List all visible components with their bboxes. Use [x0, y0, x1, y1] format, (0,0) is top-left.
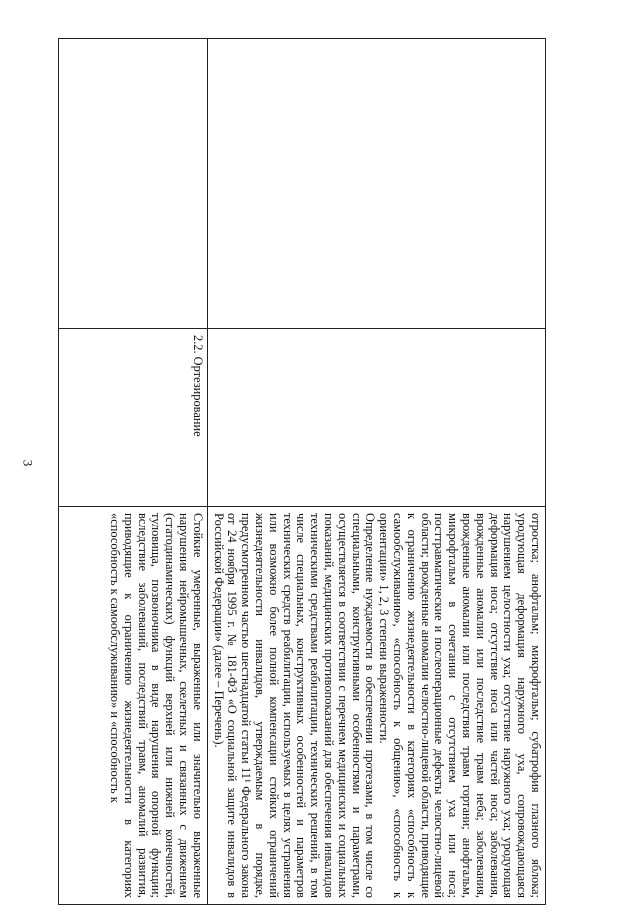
paragraph: Стойкие умеренные, выраженные или значительно выраженные нарушения нейромышечных, скелетных и связанных с движением (статодинамических) функций верхней или нижней конечностей, туловища, позвоночника в виде нарушения опорной функции; вследствие заболеваний, последствий травм, аномалий развития, приводящие к ограничению жизнедеятельности в категориях «способность к самообслуживанию» и «способность к [108, 513, 205, 898]
row-text-cell [59, 507, 208, 905]
rotated-page-content [58, 38, 546, 904]
paragraph: Определение нуждаемости в обеспечении протезами, в том числе со специальными, конструктивными особенностями и параметрами, осуществляется в соответствии с перечнем медицинских и социальных показаний, медицинских противопоказаний для обеспечения инвалидов техническими средствами реабилитации, технических решений, в том числе специальных, конструктивных особенностей и параметров технических средств реабилитации, используемых в целях устранения или возможно более полной компенсации стойких ограничений жизнедеятельности инвалидов, утверждаемым в порядке, предусмотренном частью шестнадцатой статьи 11¹ Федерального закона от 24 ноября 1995 г. № 181-ФЗ «О социальной защите инвалидов в Российской Федерации» (далее – Перечень). [211, 513, 378, 898]
row-text-cell [207, 507, 545, 905]
table-row [207, 39, 545, 905]
empty-cell [207, 39, 545, 329]
empty-cell [59, 39, 208, 329]
row-heading-cell [207, 329, 545, 507]
row-heading-cell [59, 329, 208, 507]
row-heading: 2.2. Ортезирование [190, 335, 205, 437]
table-row [59, 39, 208, 905]
paragraph: отростка; анофтальм; микрофтальм; субатрофия глазного яблока; уродующая деформация наружного уха, сопровождающаяся нарушением целостности уха; отсутствие наружного уха; уродующая деформация носа; отсутствие носа или частей носа; заболевания, врожденные аномалии или последствие травм неба; заболевания, врожденные аномалии или последствия травм гортани; анофтальм, микрофтальм в сочетании с отсутствием уха или носа; посттравматические и послеоперационные дефекты челюстно-лицевой области; врожденные аномалии челюстно-лицевой области, приводящие к ограничению жизнедеятельности в категориях «способность к самообслуживанию», «способность к общению», «способность к ориентации» 1, 2, 3 степени выраженности. [377, 513, 543, 898]
criteria-table [58, 38, 546, 905]
page-number: 3 [20, 459, 36, 467]
